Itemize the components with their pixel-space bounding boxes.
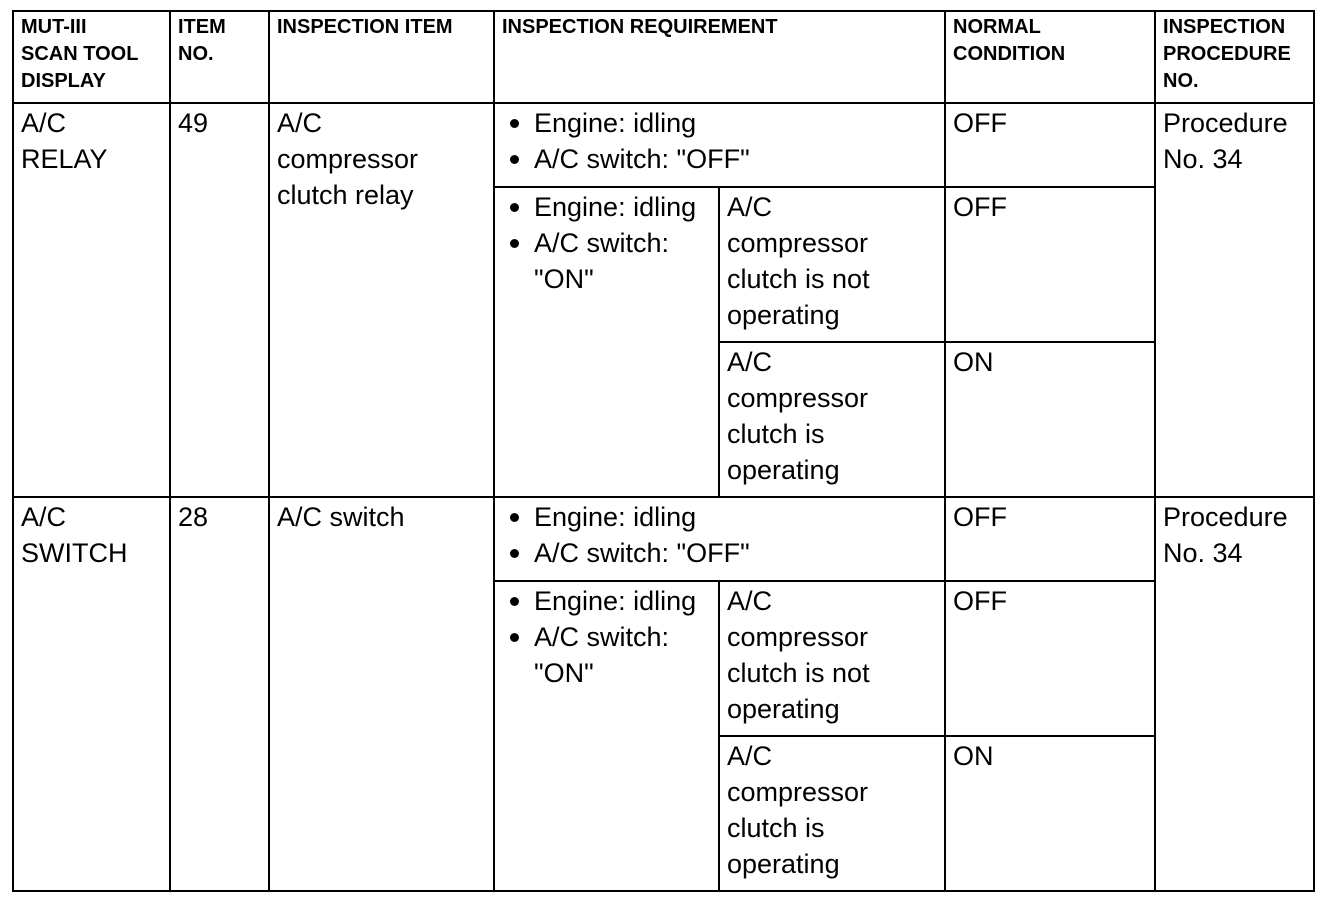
list-item: A/C switch: "OFF" [502, 535, 937, 571]
clutch-state-cell: A/C compressor clutch is not operating [719, 581, 945, 736]
procedure-cell: Procedure No. 34 [1155, 103, 1314, 497]
normal-condition-cell: ON [945, 736, 1155, 891]
item-no-cell: 49 [170, 103, 269, 497]
list-item: A/C switch: "ON" [502, 225, 711, 297]
clutch-state-cell: A/C compressor clutch is not operating [719, 187, 945, 342]
requirement-cell [494, 103, 945, 187]
table-row [13, 497, 1314, 581]
table-row [13, 103, 1314, 187]
list-item: Engine: idling [502, 583, 711, 619]
header-row [13, 11, 1314, 103]
list-item: A/C switch: "ON" [502, 619, 711, 691]
requirement-list [502, 583, 711, 691]
header-inspection-item: INSPECTION ITEM [269, 11, 494, 103]
list-item: A/C switch: "OFF" [502, 141, 937, 177]
procedure-cell: Procedure No. 34 [1155, 497, 1314, 891]
inspection-table [12, 10, 1315, 892]
clutch-state-cell: A/C compressor clutch is operating [719, 736, 945, 891]
header-item-no: ITEM NO. [170, 11, 269, 103]
requirement-cell [494, 187, 719, 497]
requirement-cell [494, 497, 945, 581]
requirement-list [502, 499, 937, 571]
normal-condition-cell: OFF [945, 581, 1155, 736]
inspection-item-cell: A/C compressor clutch relay [269, 103, 494, 497]
header-normal-condition: NORMAL CONDITION [945, 11, 1155, 103]
list-item: Engine: idling [502, 499, 937, 535]
requirement-list [502, 189, 711, 297]
list-item: Engine: idling [502, 189, 711, 225]
header-procedure-no: INSPECTION PROCEDURE NO. [1155, 11, 1314, 103]
requirement-cell [494, 581, 719, 891]
list-item: Engine: idling [502, 105, 937, 141]
normal-condition-cell: OFF [945, 187, 1155, 342]
normal-condition-cell: ON [945, 342, 1155, 497]
inspection-item-cell: A/C switch [269, 497, 494, 891]
clutch-state-cell: A/C compressor clutch is operating [719, 342, 945, 497]
header-display: MUT-III SCAN TOOL DISPLAY [13, 11, 170, 103]
normal-condition-cell: OFF [945, 103, 1155, 187]
normal-condition-cell: OFF [945, 497, 1155, 581]
requirement-list [502, 105, 937, 177]
display-cell: A/C SWITCH [13, 497, 170, 891]
display-cell: A/C RELAY [13, 103, 170, 497]
item-no-cell: 28 [170, 497, 269, 891]
header-inspection-requirement: INSPECTION REQUIREMENT [494, 11, 945, 103]
